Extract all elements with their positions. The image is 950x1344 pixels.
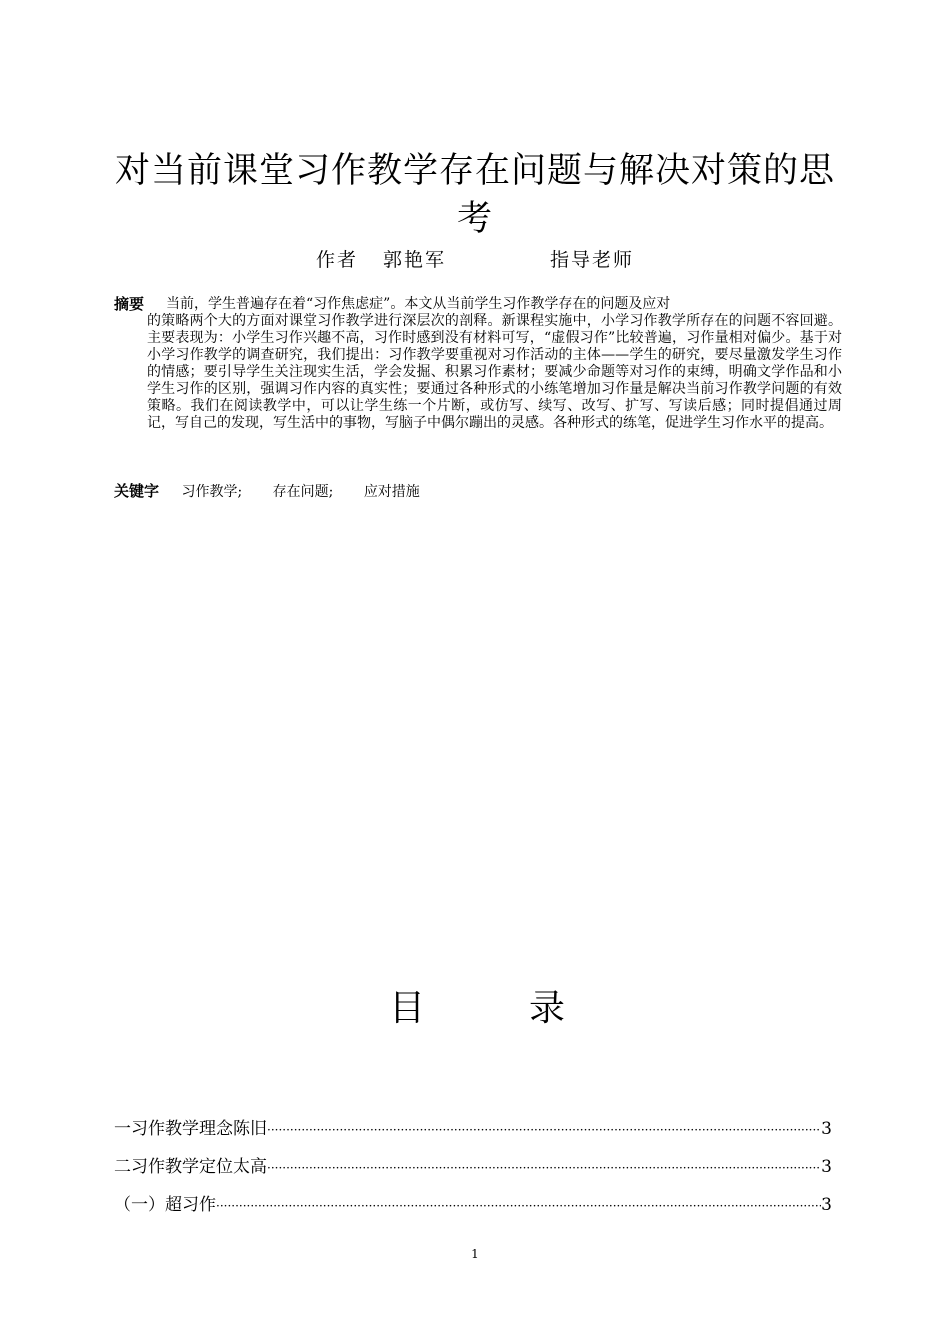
toc-entry-label: （一）超习作 bbox=[114, 1195, 216, 1215]
keyword-item: 应对措施 bbox=[363, 484, 420, 500]
toc-entry[interactable] bbox=[114, 1194, 832, 1217]
toc-entry-label: 二习作教学定位太高 bbox=[114, 1157, 267, 1177]
document-title: 对当前课堂习作教学存在问题与解决对策的思考 bbox=[114, 151, 835, 239]
keyword-item: 存在问题; bbox=[272, 484, 334, 500]
keywords-label: 关键字 bbox=[114, 482, 160, 500]
toc-leader-dots bbox=[216, 1195, 821, 1217]
toc-leader-dots bbox=[267, 1119, 821, 1141]
toc-entry-page: 3 bbox=[821, 1119, 832, 1139]
abstract-first-line: 当前，学生普遍存在着“习作焦虑症”。本文从当前学生习作教学存在的问题及应对 bbox=[166, 296, 671, 312]
toc-entry-label: 一习作教学理念陈旧 bbox=[114, 1119, 267, 1139]
toc-entry-page: 3 bbox=[821, 1157, 832, 1177]
keyword-item: 习作教学; bbox=[181, 484, 243, 500]
toc-entry[interactable] bbox=[114, 1118, 832, 1141]
abstract-body: 的策略两个大的方面对课堂习作教学进行深层次的剖释。新课程实施中，小学习作教学所存在的问题不容回避。主要表现为：小学生习作兴趣不高，习作时感到没有材料可写，“虚假习作”比较普遍，习作量相对偏少。基于对小学习作教学的调查研究，我们提出：习作教学要重视对习作活动的主体——学生的研究，要尽量激发学生习作的情感；要引导学生关注现实生活，学会发掘、积累习作素材；要减少命题等对习作的束缚，明确文学作品和小学生习作的区别，强调习作内容的真实性；要通过各种形式的小练笔增加习作量是解决当前习作教学问题的有效策略。我们在阅读教学中，可以让学生练一个片断，或仿写、续写、改写、扩写、写读后感；同时提倡通过周记，写自己的发现，写生活中的事物，写脑子中偶尔蹦出的灵感。各种形式的练笔，促进学生习作水平的提高。 bbox=[147, 313, 842, 431]
toc-title-char: 录 bbox=[529, 988, 566, 1029]
page-number: 1 bbox=[471, 1247, 479, 1261]
author-name: 郭艳军 bbox=[383, 249, 447, 271]
toc-title bbox=[389, 985, 565, 1033]
toc-title-char: 目 bbox=[389, 988, 426, 1029]
keywords-section bbox=[114, 482, 446, 501]
advisor-label: 指导老师 bbox=[550, 249, 635, 271]
toc-leader-dots bbox=[267, 1157, 821, 1179]
toc-entry[interactable] bbox=[114, 1156, 832, 1179]
toc-entry-page: 3 bbox=[821, 1195, 832, 1215]
author-label: 作者 bbox=[316, 249, 359, 271]
abstract-label: 摘要 bbox=[114, 295, 145, 313]
